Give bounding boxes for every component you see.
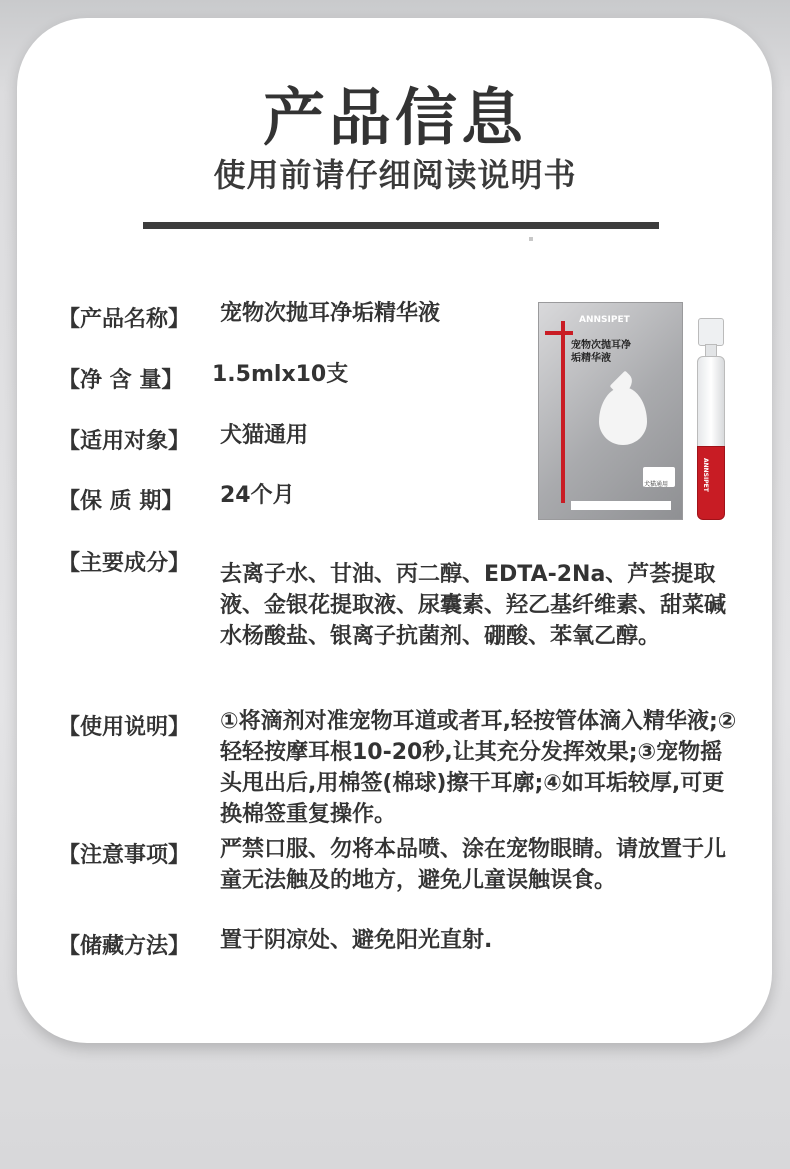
label-storage: 【储藏方法】 (58, 934, 191, 959)
brand-logo: ANNSIPET (579, 315, 630, 325)
label-usage: 【使用说明】 (58, 715, 191, 740)
box-red-cross (545, 331, 573, 335)
box-tag-text: 犬猫通用 (644, 481, 669, 488)
vial-body (697, 356, 725, 448)
page-subtitle: 使用前请仔细阅读说明书 (213, 156, 577, 194)
product-vial-image (693, 318, 727, 524)
value-shelf-life: 24个月 (220, 483, 295, 508)
vial-cap (698, 318, 724, 346)
value-ingredients: 去离子水、甘油、丙二醇、EDTA-2Na、芦荟提取液、金银花提取液、尿囊素、羟乙基纤维素、甜菜碱水杨酸盐、银离子抗菌剂、硼酸、苯氧乙醇。 (220, 562, 727, 649)
label-net-content: 【净 含 量】 (58, 368, 184, 393)
box-product-name: 宠物次抛耳净垢精华液 (571, 340, 631, 364)
box-pet-tag (643, 467, 675, 487)
decorative-mark (529, 237, 533, 241)
drop-icon (599, 387, 647, 445)
label-product-name: 【产品名称】 (58, 307, 191, 332)
title-divider (143, 222, 659, 229)
value-product-name: 宠物次抛耳净垢精华液 (220, 301, 441, 326)
label-precautions: 【注意事项】 (58, 843, 191, 868)
label-ingredients: 【主要成分】 (58, 551, 191, 576)
box-red-stripe (561, 321, 565, 503)
value-target: 犬猫通用 (220, 423, 309, 448)
label-shelf-life: 【保 质 期】 (58, 489, 184, 514)
value-usage: ①将滴剂对准宠物耳道或者耳,轻按管体滴入精华液;②轻轻按摩耳根10-20秒,让其充分发挥效果;③宠物摇头甩出后,用棉签(棉球)擦干耳廓;④如耳垢较厚,可更换棉签重复操作。 (220, 709, 737, 827)
label-target: 【适用对象】 (58, 429, 191, 454)
vial-brand: ANNSIPET (702, 458, 709, 492)
box-footer-strip (571, 501, 671, 510)
product-box-image (538, 302, 683, 520)
page-title: 产品信息 (262, 81, 527, 154)
value-precautions: 严禁口服、勿将本品喷、涂在宠物眼睛。请放置于儿童无法触及的地方，避免儿童误触误食。 (220, 837, 727, 893)
value-net-content: 1.5mlx10支 (212, 362, 349, 387)
value-storage: 置于阴凉处、避免阳光直射. (220, 928, 493, 953)
